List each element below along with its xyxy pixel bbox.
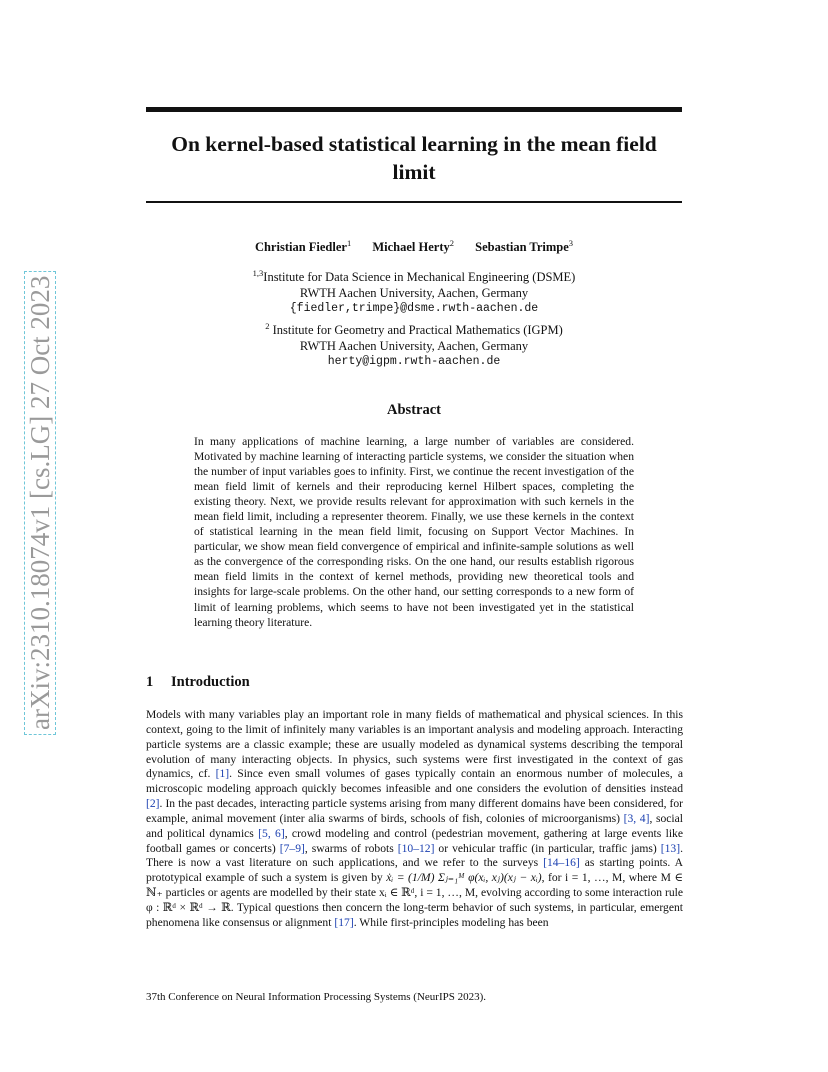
section-number: 1 xyxy=(146,674,154,690)
citation-link[interactable]: [1] xyxy=(215,767,230,781)
email-2[interactable]: herty@igpm.rwth-aachen.de xyxy=(327,355,501,369)
author-3: Sebastian Trimpe$^3$ xyxy=(475,238,574,255)
section-heading xyxy=(146,674,250,691)
intro-paragraph: Models with many variables play an important role in many fields of mathematical and physical sciences. In this context, going to the limit of infinitely many variables is an important analysis and modeling approach. Interacting particle systems are a classic example; these are usually modeled as dynamical systems describing the temporal evolution of many interacting objects. In physics, such systems were first investigated in the context of gas dynamics, cf. [1]. Since even small volumes of gases typically contain an enormous number of molecules, a microscopic modeling approach quickly becomes infeasible and one considers the evolution of densities instead [2]. In the past decades, interacting particle systems arising from many different domains have been considered, for example, animal movement (inter alia swarms of birds, schools of fish, colonies of microorganisms) [3, 4], social and political dynamics [5, 6], crowd modeling and control (pedestrian movement, gathering at large events like football games or concerts) [7–9], swarms of robots [10–12] or vehicular traffic (in particular, traffic jams) [13]. There is now a vast literature on such applications, and we refer to the surveys [14–16] as starting points. A prototypical example of such a system is given by ẋᵢ = (1/M) Σⱼ₌₁ᴹ φ(xᵢ, xⱼ)(xⱼ − xᵢ), for i = 1, …, M, where M ∈ ℕ₊ particles or agents are modelled by their state xᵢ ∈ ℝᵈ, i = 1, …, M, evolving according to some interaction rule φ : ℝᵈ × ℝᵈ → ℝ. Typical questions then concern the long-term behavior of such systems, in particular, emergent phenomena like consensus or alignment [17]. While first-principles modeling has been xyxy=(146,708,683,929)
section-title: Introduction xyxy=(171,674,250,690)
conference-footer: 37th Conference on Neural Information Processing Systems (NeurIPS 2023). xyxy=(146,991,487,1003)
citation-link[interactable]: [2] xyxy=(146,797,160,811)
arxiv-identifier[interactable]: arXiv:2310.18074v1 [cs.LG] 27 Oct 2023 xyxy=(24,271,56,735)
abstract-text: In many applications of machine learning, a large number of variables are considered. Motivated by machine learning of interacting particle systems, we consider the situation when the number of input variables goes to infinity. First, we continue the recent investigation of the mean field limit of kernels and their reproducing kernel Hilbert spaces, completing the existing theory. Next, we provide results relevant for approximation with such kernels in the mean field limit, including a representer theorem. Finally, we use these kernels in the context of statistical learning in the mean field limit, focusing on Support Vector Machines. In particular, we show mean field convergence of empirical and infinite-sample solutions as well as the convergence of the corresponding risks. On the one hand, our results establish rigorous mean field limits in the context of kernel methods, providing new theoretical tools and insights for large-scale problems. On the other hand, our setting corresponds to a new form of limit of learning problems, which seems to have not been investigated yet in the statistical learning theory literature. xyxy=(194,435,634,629)
title-line-2: limit xyxy=(392,160,436,184)
paper-title xyxy=(146,130,682,186)
citation-link[interactable]: [3, 4] xyxy=(623,811,650,825)
citation-link[interactable]: [14–16] xyxy=(543,856,580,870)
title-bottom-rule xyxy=(146,201,682,203)
email-1[interactable]: {fiedler,trimpe}@dsme.rwth-aachen.de xyxy=(289,302,539,316)
arxiv-side-stamp[interactable] xyxy=(22,235,58,735)
inline-equation: ẋᵢ = (1/M) Σⱼ₌₁ᴹ φ(xᵢ, xⱼ)(xⱼ − xᵢ) xyxy=(386,871,542,885)
affiliation-1: $^{1,3}$Institute for Data Science in Mechanical Engineering (DSME) RWTH Aachen University, Aachen, Germany {fiedler,trimpe}@dsme.rwth-aachen.de xyxy=(146,265,682,317)
affiliation-2: $^2$ Institute for Geometry and Practical Mathematics (IGPM) RWTH Aachen University, Aachen, Germany herty@igpm.rwth-aachen.de xyxy=(146,318,682,370)
author-list xyxy=(146,238,682,255)
title-top-rule xyxy=(146,107,682,112)
title-line-1: On kernel-based statistical learning in the mean field xyxy=(171,132,657,156)
author-2: Michael Herty$^2$ xyxy=(372,238,454,255)
citation-link[interactable]: [17] xyxy=(334,915,354,929)
author-1: Christian Fiedler$^1$ xyxy=(254,238,352,255)
citation-link[interactable]: [5, 6] xyxy=(258,826,285,840)
citation-link[interactable]: [7–9] xyxy=(279,841,305,855)
citation-link[interactable]: [10–12] xyxy=(397,841,435,855)
abstract-heading: Abstract xyxy=(387,402,441,418)
citation-link[interactable]: [13] xyxy=(660,841,681,855)
